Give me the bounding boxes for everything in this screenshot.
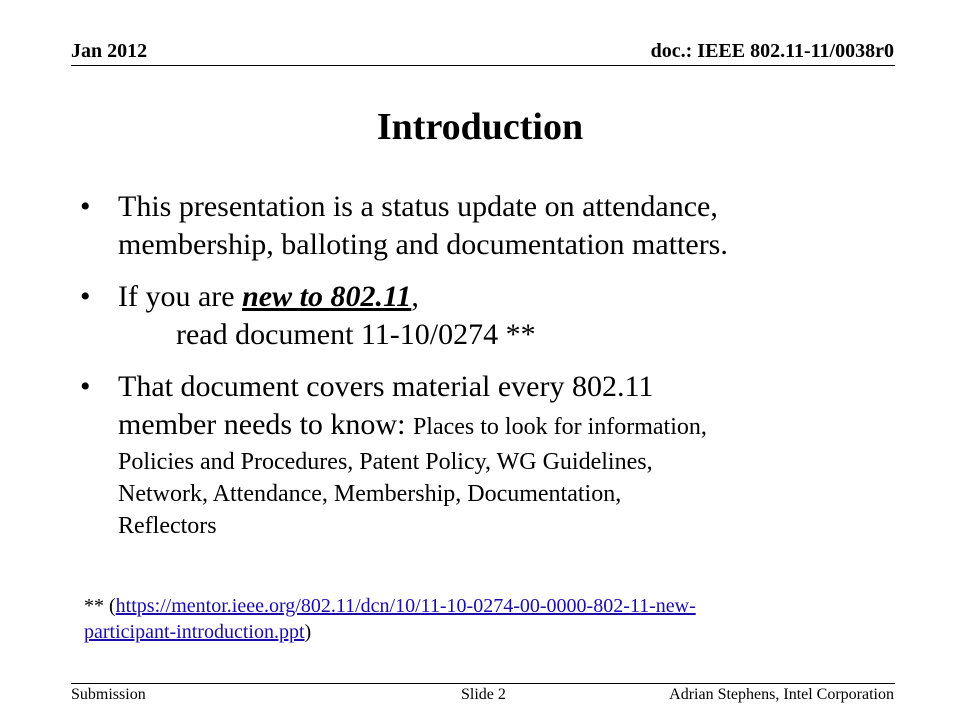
header-divider	[71, 65, 895, 66]
bullet-item-document-covers	[80, 368, 900, 542]
bullet-text-large: member needs to know:	[118, 408, 413, 441]
emphasized-text: new to 802.11	[242, 280, 412, 313]
bullet-text-prefix: If you are	[118, 280, 243, 313]
bullet-text-line: This presentation is a status update on attendance,	[118, 190, 718, 223]
footnote-link-line2[interactable]: participant-introduction.ppt	[84, 621, 305, 643]
bullet-text-line: Network, Attendance, Membership, Documentation,	[118, 481, 622, 507]
bullet-dot-icon: •	[80, 370, 91, 403]
bullet-text-line: membership, balloting and documentation matters.	[118, 228, 728, 261]
footer-submission: Submission	[71, 686, 146, 703]
bullet-text-line: Policies and Procedures, Patent Policy, WG Guidelines,	[118, 449, 653, 475]
bullet-text-line: read document 11-10/0274 **	[176, 318, 536, 351]
header-doc-id: doc.: IEEE 802.11-11/0038r0	[650, 40, 894, 62]
slide-title: Introduction	[376, 106, 584, 148]
bullet-text-line	[118, 406, 900, 446]
bullet-text-line	[118, 278, 900, 316]
bullet-dot-icon: •	[80, 280, 91, 313]
bullet-text-suffix: ,	[411, 280, 419, 313]
footnote	[84, 593, 884, 645]
footnote-suffix: )	[304, 621, 312, 643]
footer-divider	[71, 683, 895, 684]
bullet-item-new-members	[80, 278, 900, 354]
bullet-text-line: That document covers material every 802.11	[118, 370, 654, 403]
bullet-text-line: Reflectors	[118, 513, 217, 539]
bullet-item-status-update	[80, 188, 900, 264]
header-date: Jan 2012	[71, 40, 148, 62]
bullet-list	[80, 188, 900, 556]
footnote-prefix: ** (	[84, 595, 116, 617]
footer-author: Adrian Stephens, Intel Corporation	[669, 686, 894, 703]
bullet-dot-icon: •	[80, 190, 91, 223]
bullet-text-small: Places to look for information,	[412, 414, 707, 440]
footer-slide-number: Slide 2	[461, 686, 506, 703]
footnote-link-line1[interactable]: https://mentor.ieee.org/802.11/dcn/10/11-10-0274-00-0000-802-11-new-	[115, 595, 696, 617]
footnote-link[interactable]	[84, 595, 696, 643]
